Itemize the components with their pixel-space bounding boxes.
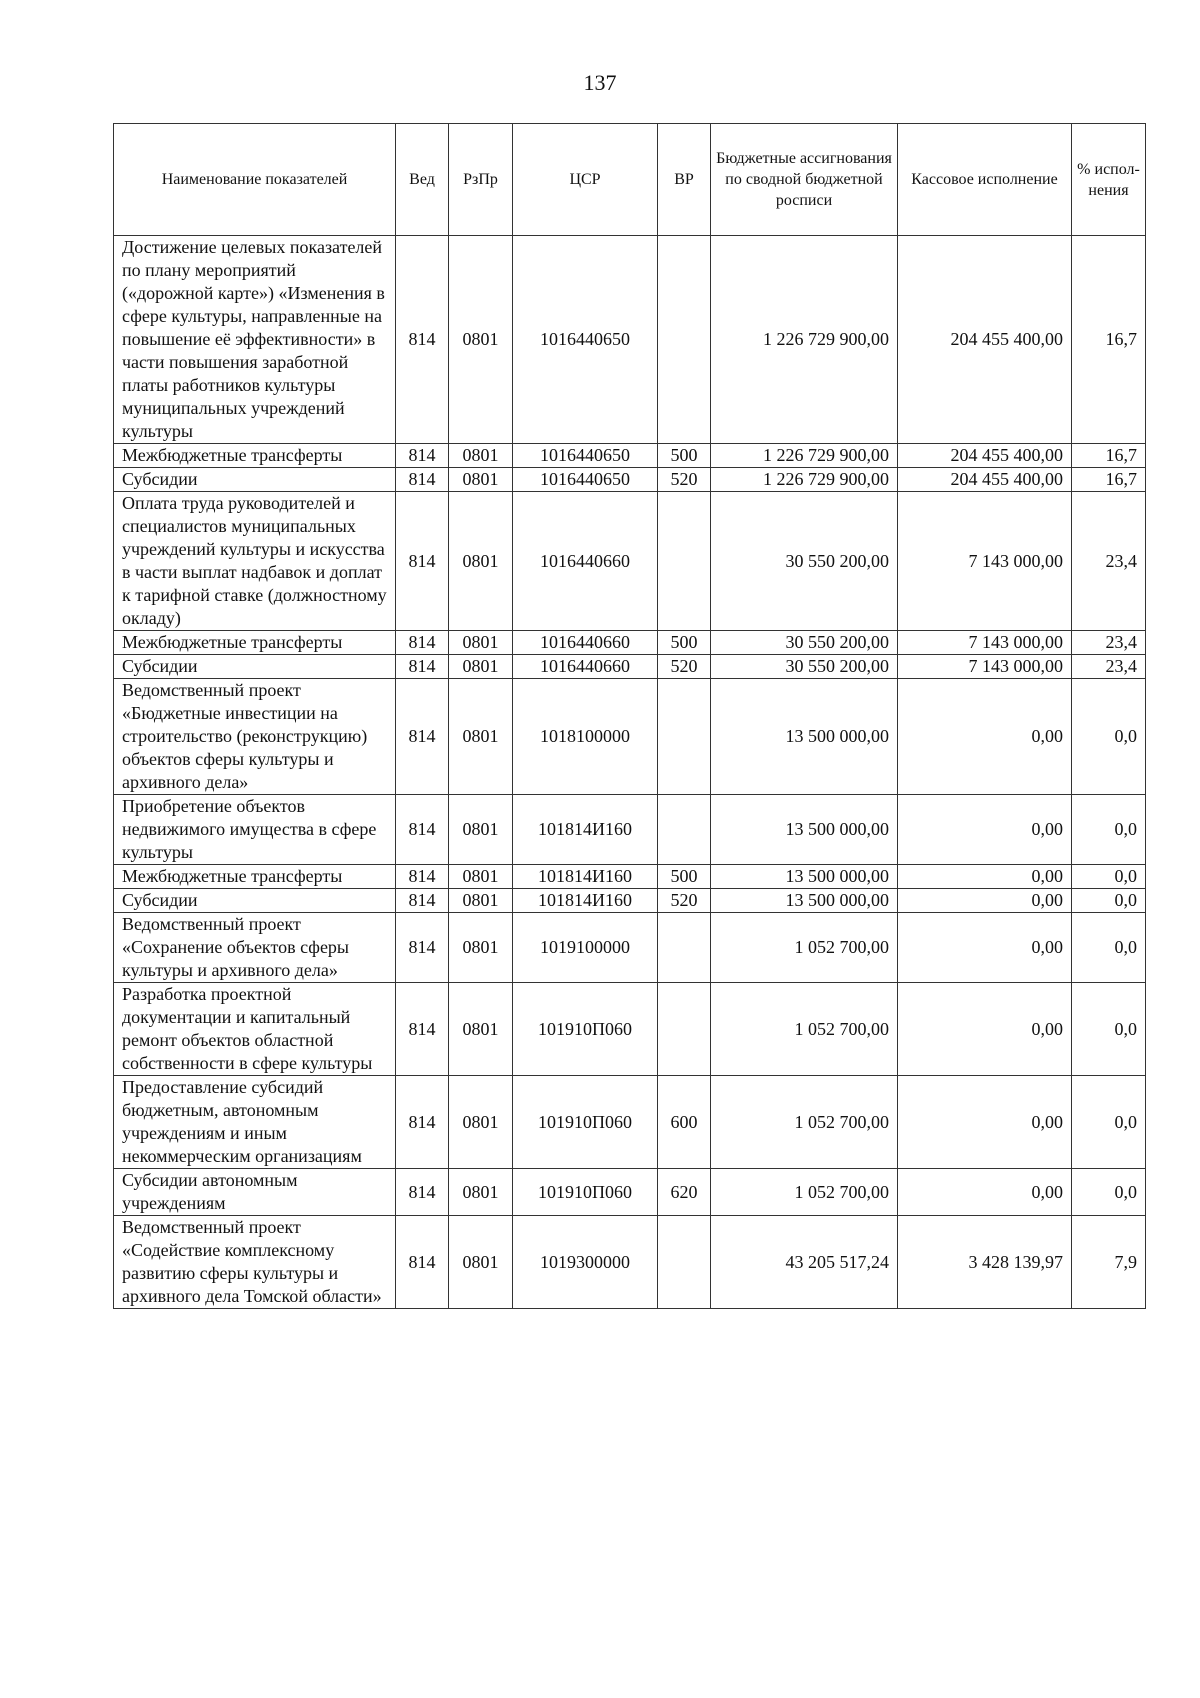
table-row bbox=[114, 795, 1146, 865]
table-row bbox=[114, 1076, 1146, 1169]
row-vr: 520 bbox=[658, 889, 711, 913]
row-budget: 30 550 200,00 bbox=[711, 655, 898, 679]
row-budget: 1 052 700,00 bbox=[711, 1076, 898, 1169]
row-name: Субсидии автономным учреждениям bbox=[114, 1169, 396, 1216]
row-percent: 23,4 bbox=[1072, 631, 1146, 655]
row-percent: 23,4 bbox=[1072, 655, 1146, 679]
row-budget: 1 052 700,00 bbox=[711, 913, 898, 983]
row-name: Межбюджетные трансферты bbox=[114, 865, 396, 889]
row-rzpr: 0801 bbox=[449, 795, 513, 865]
row-rzpr: 0801 bbox=[449, 444, 513, 468]
row-budget: 1 226 729 900,00 bbox=[711, 468, 898, 492]
row-rzpr: 0801 bbox=[449, 1076, 513, 1169]
table-row bbox=[114, 865, 1146, 889]
row-vr bbox=[658, 236, 711, 444]
row-csr: 1018100000 bbox=[513, 679, 658, 795]
table-row bbox=[114, 679, 1146, 795]
row-name: Субсидии bbox=[114, 468, 396, 492]
row-cash: 204 455 400,00 bbox=[898, 468, 1072, 492]
row-csr: 101910П060 bbox=[513, 983, 658, 1076]
row-vr: 500 bbox=[658, 865, 711, 889]
row-cash: 204 455 400,00 bbox=[898, 444, 1072, 468]
table-row bbox=[114, 655, 1146, 679]
table-row bbox=[114, 1216, 1146, 1309]
row-ved: 814 bbox=[396, 679, 449, 795]
row-percent: 0,0 bbox=[1072, 795, 1146, 865]
page-number: 137 bbox=[583, 70, 617, 95]
row-cash: 0,00 bbox=[898, 1076, 1072, 1169]
table-row bbox=[114, 468, 1146, 492]
table-row bbox=[114, 631, 1146, 655]
row-rzpr: 0801 bbox=[449, 913, 513, 983]
row-cash: 204 455 400,00 bbox=[898, 236, 1072, 444]
row-cash: 0,00 bbox=[898, 983, 1072, 1076]
row-ved: 814 bbox=[396, 1076, 449, 1169]
row-cash: 0,00 bbox=[898, 865, 1072, 889]
row-rzpr: 0801 bbox=[449, 468, 513, 492]
row-budget: 30 550 200,00 bbox=[711, 492, 898, 631]
row-ved: 814 bbox=[396, 655, 449, 679]
row-percent: 7,9 bbox=[1072, 1216, 1146, 1309]
row-ved: 814 bbox=[396, 795, 449, 865]
table-row bbox=[114, 444, 1146, 468]
row-percent: 0,0 bbox=[1072, 1169, 1146, 1216]
row-percent: 23,4 bbox=[1072, 492, 1146, 631]
table-row bbox=[114, 1169, 1146, 1216]
row-ved: 814 bbox=[396, 913, 449, 983]
row-percent: 16,7 bbox=[1072, 468, 1146, 492]
table-row bbox=[114, 983, 1146, 1076]
row-name: Предоставление субсидий бюджетным, автономным учреждениям и иным некоммерческим организациям bbox=[114, 1076, 396, 1169]
row-ved: 814 bbox=[396, 444, 449, 468]
row-csr: 101814И160 bbox=[513, 865, 658, 889]
row-name: Достижение целевых показателей по плану мероприятий («дорожной карте») «Изменения в сфере культуры, направленные на повышение её эффективности» в части повышения заработной платы работников культуры муниципальных учреждений культуры bbox=[114, 236, 396, 444]
header-csr: ЦСР bbox=[513, 124, 658, 236]
row-csr: 101910П060 bbox=[513, 1076, 658, 1169]
budget-execution-table bbox=[113, 123, 1146, 1309]
row-ved: 814 bbox=[396, 236, 449, 444]
header-rzpr: РзПр bbox=[449, 124, 513, 236]
row-rzpr: 0801 bbox=[449, 1169, 513, 1216]
row-cash: 3 428 139,97 bbox=[898, 1216, 1072, 1309]
row-csr: 101910П060 bbox=[513, 1169, 658, 1216]
row-budget: 1 052 700,00 bbox=[711, 983, 898, 1076]
row-ved: 814 bbox=[396, 1169, 449, 1216]
table-header-row bbox=[114, 124, 1146, 236]
header-ved: Вед bbox=[396, 124, 449, 236]
row-name: Межбюджетные трансферты bbox=[114, 444, 396, 468]
header-percent: % испол-нения bbox=[1072, 124, 1146, 236]
row-percent: 0,0 bbox=[1072, 679, 1146, 795]
row-percent: 16,7 bbox=[1072, 236, 1146, 444]
row-cash: 7 143 000,00 bbox=[898, 655, 1072, 679]
row-vr bbox=[658, 679, 711, 795]
row-cash: 7 143 000,00 bbox=[898, 492, 1072, 631]
row-rzpr: 0801 bbox=[449, 679, 513, 795]
row-cash: 0,00 bbox=[898, 795, 1072, 865]
row-ved: 814 bbox=[396, 468, 449, 492]
row-cash: 0,00 bbox=[898, 913, 1072, 983]
row-budget: 30 550 200,00 bbox=[711, 631, 898, 655]
row-percent: 0,0 bbox=[1072, 1076, 1146, 1169]
row-vr: 520 bbox=[658, 468, 711, 492]
row-vr: 500 bbox=[658, 444, 711, 468]
row-percent: 0,0 bbox=[1072, 889, 1146, 913]
row-ved: 814 bbox=[396, 631, 449, 655]
row-cash: 7 143 000,00 bbox=[898, 631, 1072, 655]
row-cash: 0,00 bbox=[898, 1169, 1072, 1216]
row-vr: 600 bbox=[658, 1076, 711, 1169]
row-csr: 101814И160 bbox=[513, 795, 658, 865]
row-csr: 1019100000 bbox=[513, 913, 658, 983]
row-budget: 43 205 517,24 bbox=[711, 1216, 898, 1309]
header-budget: Бюджетные ассигнования по сводной бюджетной росписи bbox=[711, 124, 898, 236]
row-rzpr: 0801 bbox=[449, 236, 513, 444]
table-row bbox=[114, 236, 1146, 444]
header-name: Наименование показателей bbox=[114, 124, 396, 236]
table-row bbox=[114, 913, 1146, 983]
row-vr bbox=[658, 1216, 711, 1309]
header-vr: ВР bbox=[658, 124, 711, 236]
row-name: Приобретение объектов недвижимого имущества в сфере культуры bbox=[114, 795, 396, 865]
row-ved: 814 bbox=[396, 865, 449, 889]
row-rzpr: 0801 bbox=[449, 983, 513, 1076]
row-rzpr: 0801 bbox=[449, 655, 513, 679]
row-csr: 1016440650 bbox=[513, 468, 658, 492]
row-budget: 13 500 000,00 bbox=[711, 865, 898, 889]
row-name: Ведомственный проект «Содействие комплексному развитию сферы культуры и архивного дела Томской области» bbox=[114, 1216, 396, 1309]
row-name: Ведомственный проект «Сохранение объектов сферы культуры и архивного дела» bbox=[114, 913, 396, 983]
row-vr bbox=[658, 913, 711, 983]
row-vr: 520 bbox=[658, 655, 711, 679]
row-name: Субсидии bbox=[114, 889, 396, 913]
row-name: Ведомственный проект «Бюджетные инвестиции на строительство (реконструкцию) объектов сферы культуры и архивного дела» bbox=[114, 679, 396, 795]
row-budget: 1 226 729 900,00 bbox=[711, 236, 898, 444]
row-cash: 0,00 bbox=[898, 679, 1072, 795]
row-percent: 0,0 bbox=[1072, 913, 1146, 983]
row-csr: 1016440650 bbox=[513, 236, 658, 444]
row-csr: 1016440660 bbox=[513, 631, 658, 655]
row-name: Межбюджетные трансферты bbox=[114, 631, 396, 655]
row-budget: 13 500 000,00 bbox=[711, 679, 898, 795]
row-csr: 1016440650 bbox=[513, 444, 658, 468]
row-name: Оплата труда руководителей и специалистов муниципальных учреждений культуры и искусства в части выплат надбавок и доплат к тарифной ставке (должностному окладу) bbox=[114, 492, 396, 631]
row-cash: 0,00 bbox=[898, 889, 1072, 913]
row-budget: 1 052 700,00 bbox=[711, 1169, 898, 1216]
row-ved: 814 bbox=[396, 1216, 449, 1309]
row-budget: 1 226 729 900,00 bbox=[711, 444, 898, 468]
row-csr: 1019300000 bbox=[513, 1216, 658, 1309]
row-budget: 13 500 000,00 bbox=[711, 889, 898, 913]
row-rzpr: 0801 bbox=[449, 631, 513, 655]
table-row bbox=[114, 492, 1146, 631]
row-vr bbox=[658, 492, 711, 631]
table-row bbox=[114, 889, 1146, 913]
row-rzpr: 0801 bbox=[449, 865, 513, 889]
row-name: Разработка проектной документации и капитальный ремонт объектов областной собственности в сфере культуры bbox=[114, 983, 396, 1076]
row-ved: 814 bbox=[396, 492, 449, 631]
row-percent: 16,7 bbox=[1072, 444, 1146, 468]
row-name: Субсидии bbox=[114, 655, 396, 679]
header-cash: Кассовое исполнение bbox=[898, 124, 1072, 236]
row-rzpr: 0801 bbox=[449, 889, 513, 913]
row-rzpr: 0801 bbox=[449, 492, 513, 631]
row-vr bbox=[658, 795, 711, 865]
row-vr: 500 bbox=[658, 631, 711, 655]
row-vr bbox=[658, 983, 711, 1076]
row-ved: 814 bbox=[396, 889, 449, 913]
row-percent: 0,0 bbox=[1072, 983, 1146, 1076]
row-csr: 101814И160 bbox=[513, 889, 658, 913]
row-ved: 814 bbox=[396, 983, 449, 1076]
row-percent: 0,0 bbox=[1072, 865, 1146, 889]
row-csr: 1016440660 bbox=[513, 655, 658, 679]
row-csr: 1016440660 bbox=[513, 492, 658, 631]
row-rzpr: 0801 bbox=[449, 1216, 513, 1309]
row-vr: 620 bbox=[658, 1169, 711, 1216]
row-budget: 13 500 000,00 bbox=[711, 795, 898, 865]
